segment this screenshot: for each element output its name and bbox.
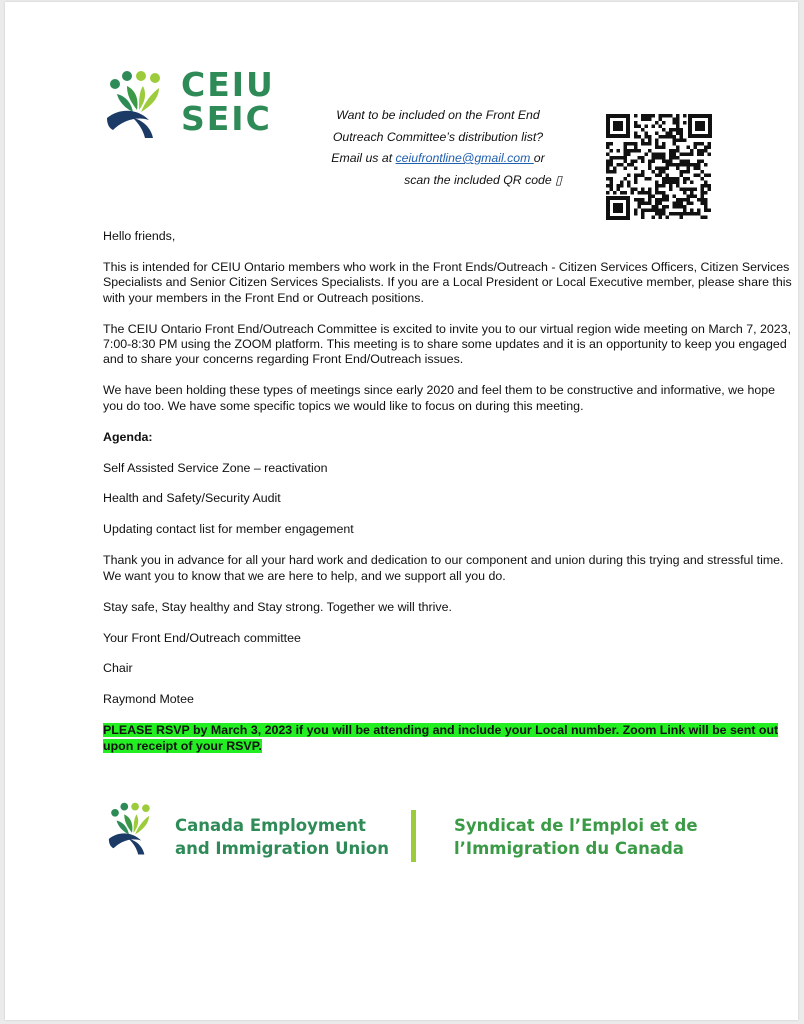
distribution-list-notice — [303, 105, 573, 191]
paragraph-thanks: Thank you in advance for all your hard work and dedication to our component and union during this trying and stressful time. We want you to know that we are here to help, and we support all you do. — [103, 553, 784, 583]
paragraph-history: We have been holding these types of meetings since early 2020 and feel them to be constructive and informative, we hope you do too. We have some specific topics we would like to focus on during this meeting. — [103, 383, 776, 413]
ceiu-seic-wordmark — [181, 65, 275, 138]
rsvp-notice: PLEASE RSVP by March 3, 2023 if you will be attending and include your Local number. Zoom Link will be sent out upon receipt of your RSVP. — [103, 723, 779, 753]
header-line-2: Outreach Committee’s distribution list? — [332, 129, 544, 144]
ceiu-footer-logo-icon — [105, 802, 159, 856]
union-name-en-line-2: and Immigration Union — [175, 839, 389, 858]
union-name-en-line-1: Canada Employment — [175, 816, 366, 835]
email-link[interactable]: ceiufrontline@gmail.com — [395, 151, 534, 165]
header-line-1: Want to be included on the Front End — [336, 108, 540, 122]
union-name-fr-line-1: Syndicat de l’Emploi et de — [454, 816, 698, 835]
header-line-3 — [303, 148, 573, 170]
union-name-english — [175, 814, 389, 860]
paragraph-intro: This is intended for CEIU Ontario members who work in the Front Ends/Outreach - Citizen Services Officers, Citizen Services Specialists and Senior Citizen Services Specialists. If you are a Local President or Local Executive member, please share this with your members in the Front End or Outreach positions. — [103, 259, 792, 305]
logo-text-seic: SEIC — [181, 99, 272, 138]
logo-text-ceiu: CEIU — [181, 65, 275, 104]
header-line-4: scan the included QR code ▯ — [404, 172, 562, 187]
qr-code[interactable] — [604, 112, 714, 222]
footer-divider — [411, 810, 416, 862]
signer-role: Chair — [103, 661, 133, 676]
document-page — [5, 2, 798, 1020]
paragraph-invitation: The CEIU Ontario Front End/Outreach Committee is excited to invite you to our virtual region wide meeting on March 7, 2023, 7:00-8:30 PM using the ZOOM platform. This meeting is to share some updates and it is an opportunity to keep you engaged and to share your concerns regarding Front End/Outreach issues. — [103, 321, 792, 367]
agenda-item: Self Assisted Service Zone – reactivation — [103, 460, 328, 475]
ceiu-logo-icon — [103, 70, 171, 140]
union-name-fr-line-2: l’Immigration du Canada — [454, 839, 684, 858]
agenda-item: Updating contact list for member engagement — [103, 522, 354, 537]
agenda-heading: Agenda: — [103, 429, 153, 444]
union-name-french — [454, 814, 698, 860]
greeting: Hello friends, — [103, 229, 176, 243]
agenda-item: Health and Safety/Security Audit — [103, 491, 281, 506]
letter-body — [103, 229, 793, 770]
paragraph-stay-safe: Stay safe, Stay healthy and Stay strong. Together we will thrive. — [103, 599, 452, 614]
signoff: Your Front End/Outreach committee — [103, 630, 301, 645]
header-email-suffix: or — [533, 151, 545, 165]
header-email-prefix: Email us at — [331, 151, 396, 165]
rsvp-notice-wrapper — [103, 723, 793, 754]
signer-name: Raymond Motee — [103, 692, 194, 707]
